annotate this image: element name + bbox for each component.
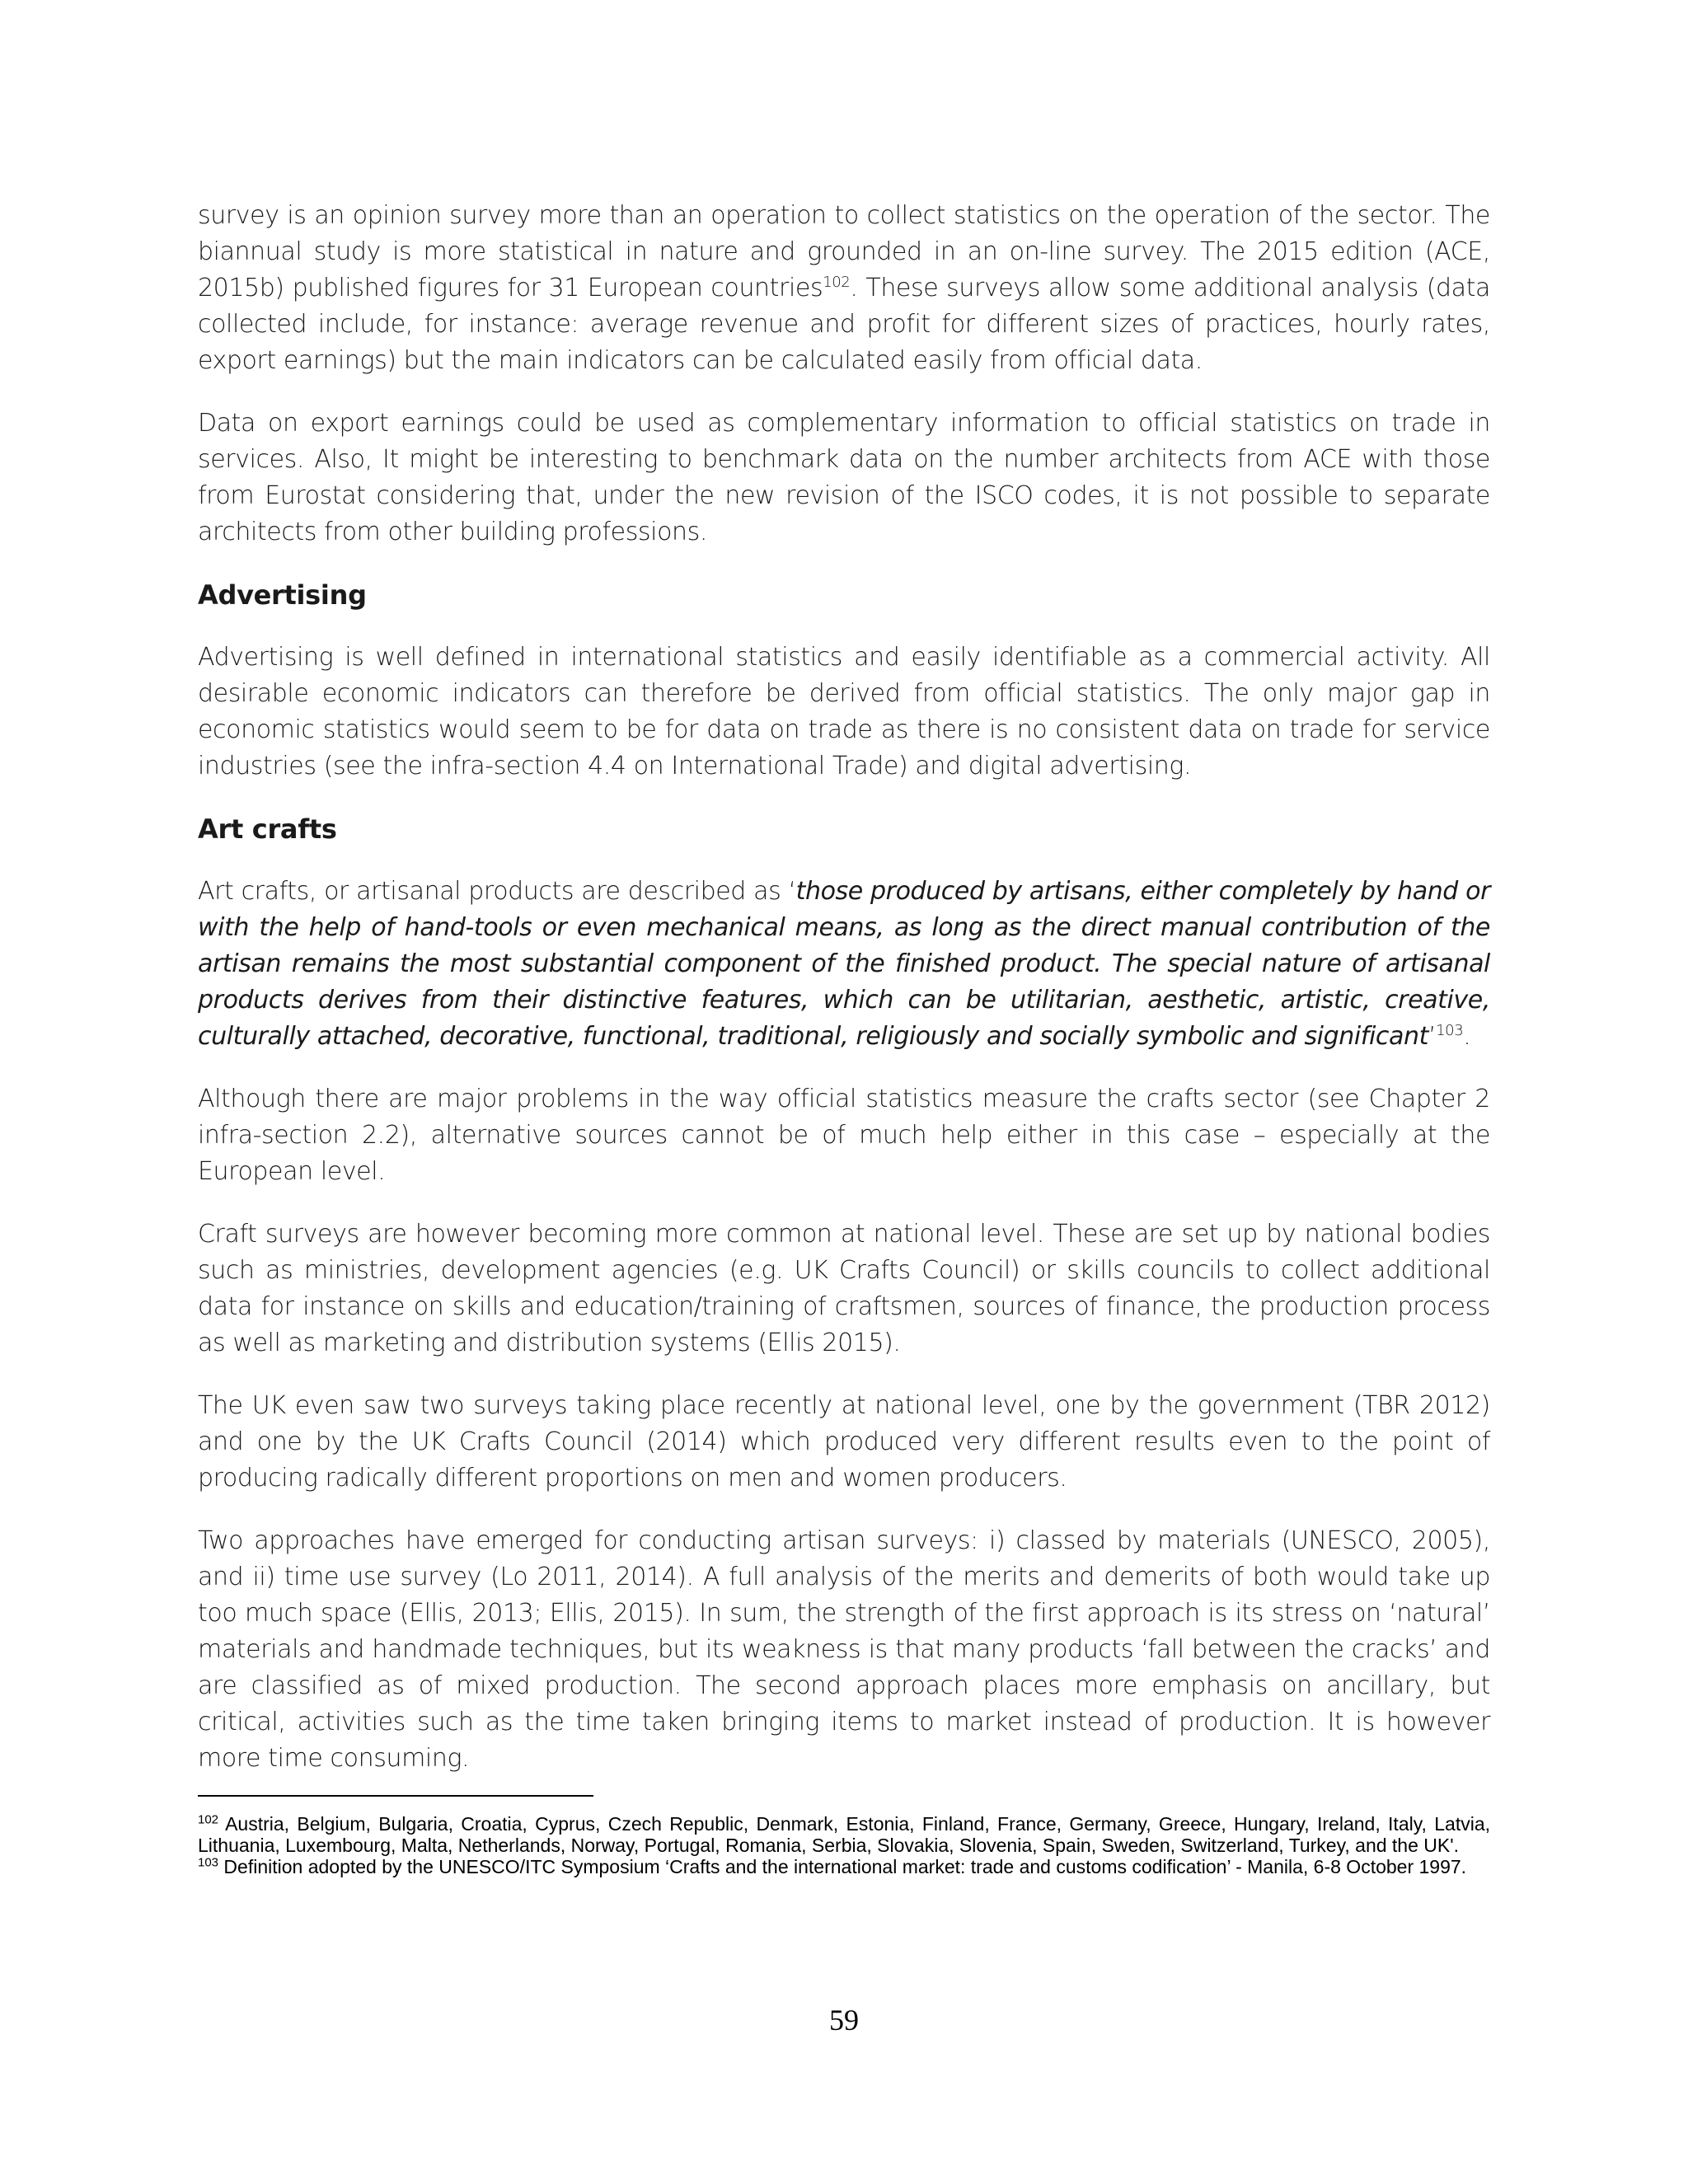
footnotes [198,1813,1490,1877]
definition-quote: those produced by artisans, either completely by hand or with the help of hand-tools or even mechanical means, as long as the direct manual contribution of the artisan remains the most substantial component of the finished product. The special nature of artisanal products derives from their distinctive features, which can be utilitarian, aesthetic, artistic, creative, culturally attached, decorative, functional, traditional, religiously and socially symbolic and significant [198,877,1490,1051]
paragraph-advertising: Advertising is well defined in international statistics and easily identifiable as a commercial activity. All desirable economic indicators can therefore be derived from official statistics. The only major gap in economic statistics would seem to be for data on trade as there is no consistent data on trade for service industries (see the infra-section 4.4 on International Trade) and digital advertising. [198,643,1490,780]
paragraph-two-approaches: Two approaches have emerged for conducting artisan surveys: i) classed by materials (UNESCO, 2005), and ii) time use survey (Lo 2011, 2014). A full analysis of the merits and demerits of both would take up too much space (Ellis, 2013; Ellis, 2015). In sum, the strength of the first approach is its stress on ‘natural’ materials and handmade techniques, but its weakness is that many products ‘fall between the cracks’ and are classified as of mixed production. The second approach places more emphasis on ancillary, but critical, activities such as the time taken bringing items to market instead of production. It is however more time consuming. [198,1526,1490,1773]
document-body [198,198,1490,1803]
paragraph-text: survey is an opinion survey more than an operation to collect statistics on the operation of the sector. The biannual study is more statistical in nature and grounded in an on-line survey. The 2015 edition (ACE, 2015b) published figures for 31 European countries [198,201,1490,302]
paragraph-ace-survey [198,198,1490,379]
footnote-text: Definition adopted by the UNESCO/ITC Symposium ‘Crafts and the international market: trade and customs codification’ - Manila, 6-8 October 1997. [218,1856,1467,1877]
paragraph-export-earnings: Data on export earnings could be used as complementary information to official statistics on trade in services. Also, It might be interesting to benchmark data on the number architects from ACE with those from Eurostat considering that, under the new revision of the ISCO codes, it is not possible to separate architects from other building professions. [198,409,1490,546]
quote-close: ’ [1428,1022,1437,1051]
footnote-number: 102 [198,1812,219,1827]
footnote-number: 103 [198,1855,219,1870]
paragraph-art-crafts-definition [198,874,1490,1055]
paragraph-text: . [1463,1022,1471,1051]
footnote-ref-103[interactable]: 103 [1436,1022,1464,1039]
paragraph-text: . These surveys allow some additional analysis (data collected include, for instance: average revenue and profit for different sizes of practices, hourly rates, export earnings) but the main indicators can be calculated easily from official data. [198,274,1490,375]
heading-advertising: Advertising [198,579,367,611]
paragraph-uk-surveys: The UK even saw two surveys taking place recently at national level, one by the government (TBR 2012) and one by the UK Crafts Council (2014) which produced very different results even to the point of producing radically different proportions on men and women producers. [198,1391,1490,1493]
paragraph-official-statistics: Although there are major problems in the way official statistics measure the crafts sector (see Chapter 2 infra-section 2.2), alternative sources cannot be of much help either in this case – especially at the European level. [198,1085,1490,1186]
footnote-103 [198,1856,1490,1877]
page-number: 59 [829,2004,859,2036]
footnote-text: Austria, Belgium, Bulgaria, Croatia, Cyprus, Czech Republic, Denmark, Estonia, Finland, France, Germany, Greece, Hungary, Ireland, Italy, Latvia, Lithuania, Luxembourg, Malta, Netherlands, Norway, Portugal, Romania, Serbia, Slovakia, Slovenia, Spain, Sweden, Switzerland, Turkey, and the UK'. [198,1813,1490,1856]
footnote-102 [198,1813,1490,1856]
heading-art-crafts: Art crafts [198,813,337,845]
paragraph-text: Art crafts, or artisanal products are described as ‘ [198,877,796,906]
paragraph-craft-surveys: Craft surveys are however becoming more common at national level. These are set up by national bodies such as ministries, development agencies (e.g. UK Crafts Council) or skills councils to collect additional data for instance on skills and education/training of craftsmen, sources of finance, the production process as well as marketing and distribution systems (Ellis 2015). [198,1220,1490,1357]
footnote-separator [198,1795,593,1797]
footnote-ref-102[interactable]: 102 [823,274,851,291]
